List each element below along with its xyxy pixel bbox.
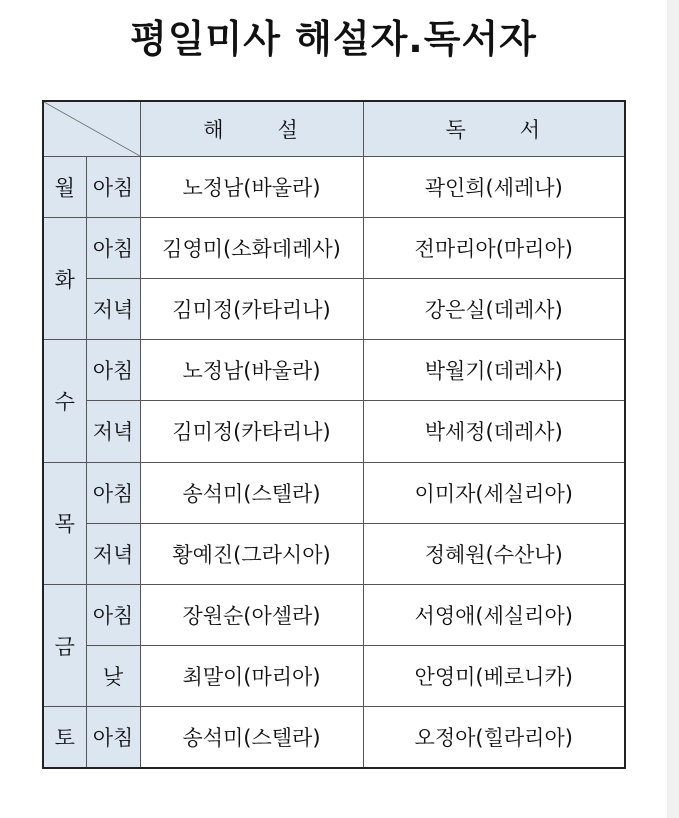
- commentator-cell: 김미정(카타리나): [140, 401, 363, 462]
- table-row: [43, 401, 625, 462]
- reader-cell: 전마리아(마리아): [363, 217, 625, 278]
- time-cell: 아침: [86, 340, 140, 401]
- reader-cell: 서영애(세실리아): [363, 584, 625, 645]
- commentator-cell: 김미정(카타리나): [140, 279, 363, 340]
- time-cell: 저녁: [86, 523, 140, 584]
- reader-cell: 정혜원(수산나): [363, 523, 625, 584]
- scrollbar-track[interactable]: [667, 0, 679, 818]
- day-cell: 토: [43, 707, 86, 768]
- commentator-cell: 김영미(소화데레사): [140, 217, 363, 278]
- reader-cell: 이미자(세실리아): [363, 462, 625, 523]
- reader-cell: 오정아(힐라리아): [363, 707, 625, 768]
- commentator-cell: 노정남(바울라): [140, 156, 363, 217]
- table-row: [43, 462, 625, 523]
- commentator-cell: 최말이(마리아): [140, 646, 363, 707]
- day-cell: 수: [43, 340, 86, 462]
- table-row: [43, 156, 625, 217]
- table-row: [43, 523, 625, 584]
- header-commentator: 해 설: [140, 101, 363, 156]
- header-reader: 독 서: [363, 101, 625, 156]
- reader-cell: 박월기(데레사): [363, 340, 625, 401]
- time-cell: 아침: [86, 462, 140, 523]
- time-cell: 낮: [86, 646, 140, 707]
- time-cell: 저녁: [86, 279, 140, 340]
- commentator-cell: 황예진(그라시아): [140, 523, 363, 584]
- table-row: [43, 646, 625, 707]
- reader-cell: 곽인희(세레나): [363, 156, 625, 217]
- reader-cell: 박세정(데레사): [363, 401, 625, 462]
- schedule-table: [42, 100, 626, 769]
- table-row: [43, 584, 625, 645]
- day-cell: 월: [43, 156, 86, 217]
- commentator-cell: 송석미(스텔라): [140, 462, 363, 523]
- table-row: [43, 340, 625, 401]
- time-cell: 아침: [86, 217, 140, 278]
- commentator-cell: 노정남(바울라): [140, 340, 363, 401]
- day-cell: 목: [43, 462, 86, 584]
- table-row: [43, 707, 625, 768]
- time-cell: 아침: [86, 707, 140, 768]
- corner-cell: [43, 101, 140, 156]
- day-cell: 화: [43, 217, 86, 339]
- time-cell: 아침: [86, 156, 140, 217]
- table-row: [43, 279, 625, 340]
- time-cell: 아침: [86, 584, 140, 645]
- commentator-cell: 송석미(스텔라): [140, 707, 363, 768]
- time-cell: 저녁: [86, 401, 140, 462]
- day-cell: 금: [43, 584, 86, 706]
- page-title: 평일미사 해설자.독서자: [130, 17, 537, 61]
- commentator-cell: 장원순(아셀라): [140, 584, 363, 645]
- header-row: [43, 101, 625, 156]
- reader-cell: 안영미(베로니카): [363, 646, 625, 707]
- table-row: [43, 217, 625, 278]
- reader-cell: 강은실(데레사): [363, 279, 625, 340]
